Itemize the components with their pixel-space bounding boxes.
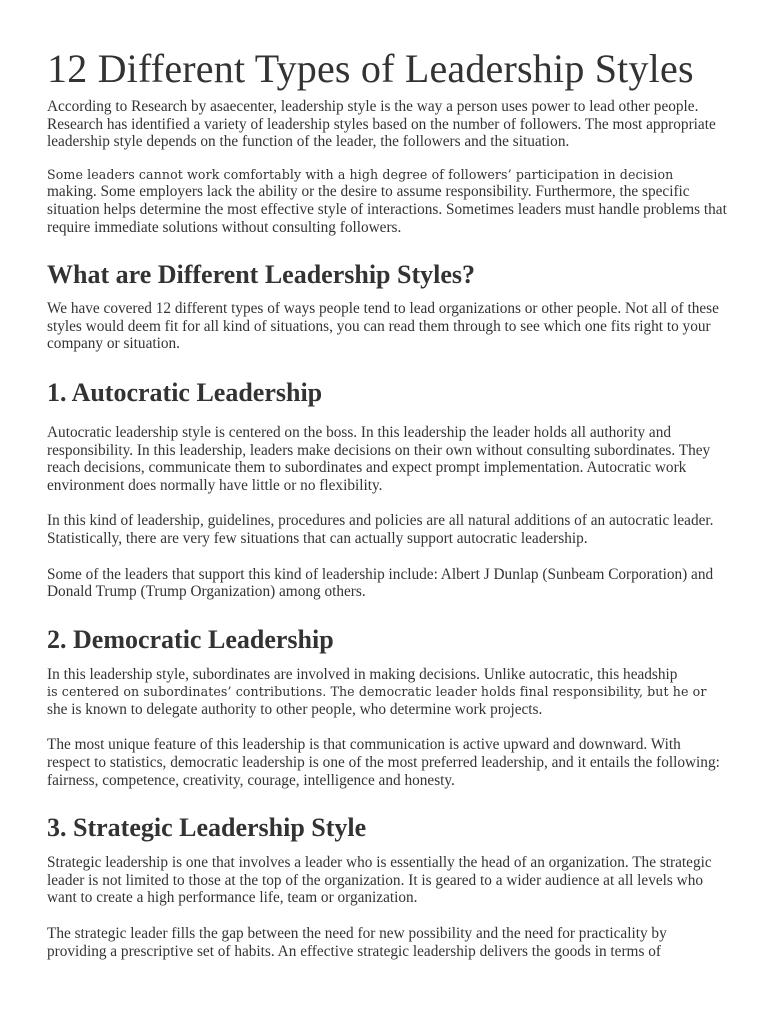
intro-paragraph-1: According to Research by asaecenter, leadership style is the way a person uses power to lead other people. Research has identified a variety of leadership styles based on the number of followers. The most appropriate leadership style depends on the function of the leader, the followers and the situation. [47,98,716,151]
section-2-paragraph-2: The most unique feature of this leadership is that communication is active upward and downward. With respect to statistics, democratic leadership is one of the most preferred leadership, and it entails the following: fairness, competence, creativity, courage, intelligence and honesty. [47,736,720,789]
intro-paragraph-2-line-1: Some leaders cannot work comfortably with a high degree of followers’ participation in decision [47,166,674,182]
section-3-paragraph-2: The strategic leader fills the gap between the need for new possibility and the need for practicality by providing a prescriptive set of habits. An effective strategic leadership delivers the goods in terms of [47,925,667,960]
section-3-paragraph-1: Strategic leadership is one that involves a leader who is essentially the head of an organization. The strategic leader is not limited to those at the top of the organization. It is geared to a wider audience at all levels who want to create a high performance life, team or organization. [47,854,712,907]
section-1-paragraph-3: Some of the leaders that support this kind of leadership include: Albert J Dunlap (Sunbeam Corporation) and Donald Trump (Trump Organization) among others. [47,565,714,601]
section-2-paragraph-1-line-1: In this leadership style, subordinates are involved in making decisions. Unlike autocratic, this headship [47,665,678,683]
overview-heading: What are Different Leadership Styles? [47,260,475,290]
section-3-heading: 3. Strategic Leadership Style [47,813,367,843]
overview-paragraph: We have covered 12 different types of ways people tend to lead organizations or other people. Not all of these styles would deem fit for all kind of situations, you can read them through to see which one fits right to your company or situation. [47,300,719,353]
section-2-heading: 2. Democratic Leadership [47,624,334,654]
section-2-paragraph-1-line-2: is centered on subordinates’ contributions. The democratic leader holds final responsibility, but he or [47,684,707,700]
page-title: 12 Different Types of Leadership Styles [47,46,694,91]
section-2-paragraph-1-line-3: she is known to delegate authority to other people, who determine work projects. [47,700,543,718]
intro-paragraph-2 [47,166,727,236]
section-1-heading: 1. Autocratic Leadership [47,377,323,407]
document-page [47,0,727,960]
intro-paragraph-2-rest: making. Some employers lack the ability or the desire to assume responsibility. Furthermore, the specific situation helps determine the most effective style of interactions. Sometimes leaders must handle problems that require immediate solutions without consulting followers. [47,183,727,236]
section-2-paragraph-1 [47,666,727,719]
section-1-paragraph-1: Autocratic leadership style is centered on the boss. In this leadership the leader holds all authority and responsibility. In this leadership, leaders make decisions on their own without consulting subordinates. They reach decisions, communicate them to subordinates and expect prompt implementation. Autocratic work environment does normally have little or no flexibility. [47,423,711,494]
section-1-paragraph-2: In this kind of leadership, guidelines, procedures and policies are all natural additions of an autocratic leader. Statistically, there are very few situations that can actually support autocratic leadership. [47,512,714,547]
